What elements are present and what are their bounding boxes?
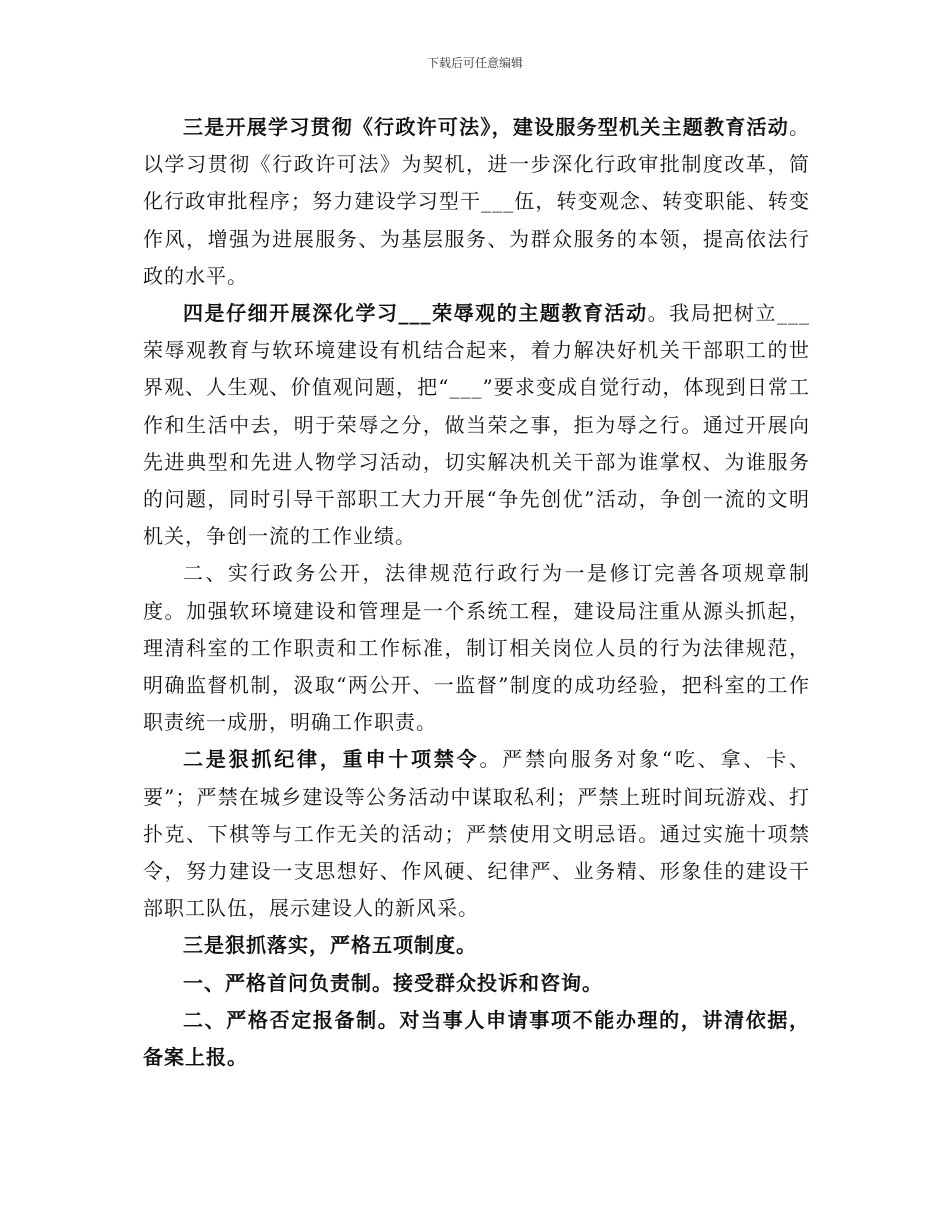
paragraph-4-lead: 二是狠抓纪律，重申十项禁令 — [183, 747, 480, 772]
paragraph-3 — [143, 555, 810, 741]
page-header: 下载后可任意编辑 — [426, 56, 523, 70]
paragraph-1-lead: 三是开展学习贯彻《行政许可法》，建设服务型机关主题教育活动 — [183, 115, 789, 139]
paragraph-4 — [143, 741, 810, 927]
paragraph-4-text: 。严禁向服务对象“吃、拿、卡、要”；严禁在城乡建设等公务活动中谋取私利；严禁上班时间玩游戏、打扑克、下棋等与工作无关的活动；严禁使用文明忌语。通过实施十项禁令，努力建设一支思想好、作风硬、纪律严、业务精、形象佳的建设干部职工队伍，展示建设人的新风采。 — [143, 747, 810, 921]
paragraph-2 — [143, 295, 810, 555]
paragraph-5 — [143, 927, 810, 964]
paragraph-2-text: 。我局把树立___荣辱观教育与软环境建设有机结合起来，着力解决好机关干部职工的世界观、人生观、价值观问题，把“___”要求变成自觉行动，体现到日常工作和生活中去，明于荣辱之分，做当荣之事，拒为辱之行。通过开展向先进典型和先进人物学习活动，切实解决机关干部为谁掌权、为谁服务的问题，同时引导干部职工大力开展“争先创优”活动，争创一流的文明机关，争创一流的工作业绩。 — [143, 301, 811, 549]
paragraph-6 — [143, 965, 810, 1002]
paragraph-6-lead: 一、严格首问负责制。接受群众投诉和咨询。 — [183, 970, 603, 995]
paragraph-3-text: 二、实行政务公开，法律规范行政行为一是修订完善各项规章制度。加强软环境建设和管理是一个系统工程，建设局注重从源头抓起，理清科室的工作职责和工作标准，制订相关岗位人员的行为法律规范，明确监督机制，汲取“两公开、一监督”制度的成功经验，把科室的工作职责统一成册，明确工作职责。 — [143, 561, 810, 735]
paragraph-7 — [143, 1002, 810, 1076]
paragraph-2-lead: 四是仔细开展深化学习___荣辱观的主题教育活动 — [183, 301, 648, 326]
paragraph-5-lead: 三是狠抓落实，严格五项制度。 — [183, 933, 477, 958]
paragraph-7-lead: 二、严格否定报备制。对当事人申请事项不能办理的，讲清依据，备案上报。 — [143, 1007, 810, 1070]
paragraph-1-text: 。以学习贯彻《行政许可法》为契机，进一步深化行政审批制度改革，简化行政审批程序；努力建设学习型干___伍，转变观念、转变职能、转变作风，增强为进展服务、为基层服务、为群众服务的本领，提高依法行政的水平。 — [143, 115, 810, 288]
document-body — [143, 109, 810, 1076]
paragraph-1 — [143, 109, 810, 295]
